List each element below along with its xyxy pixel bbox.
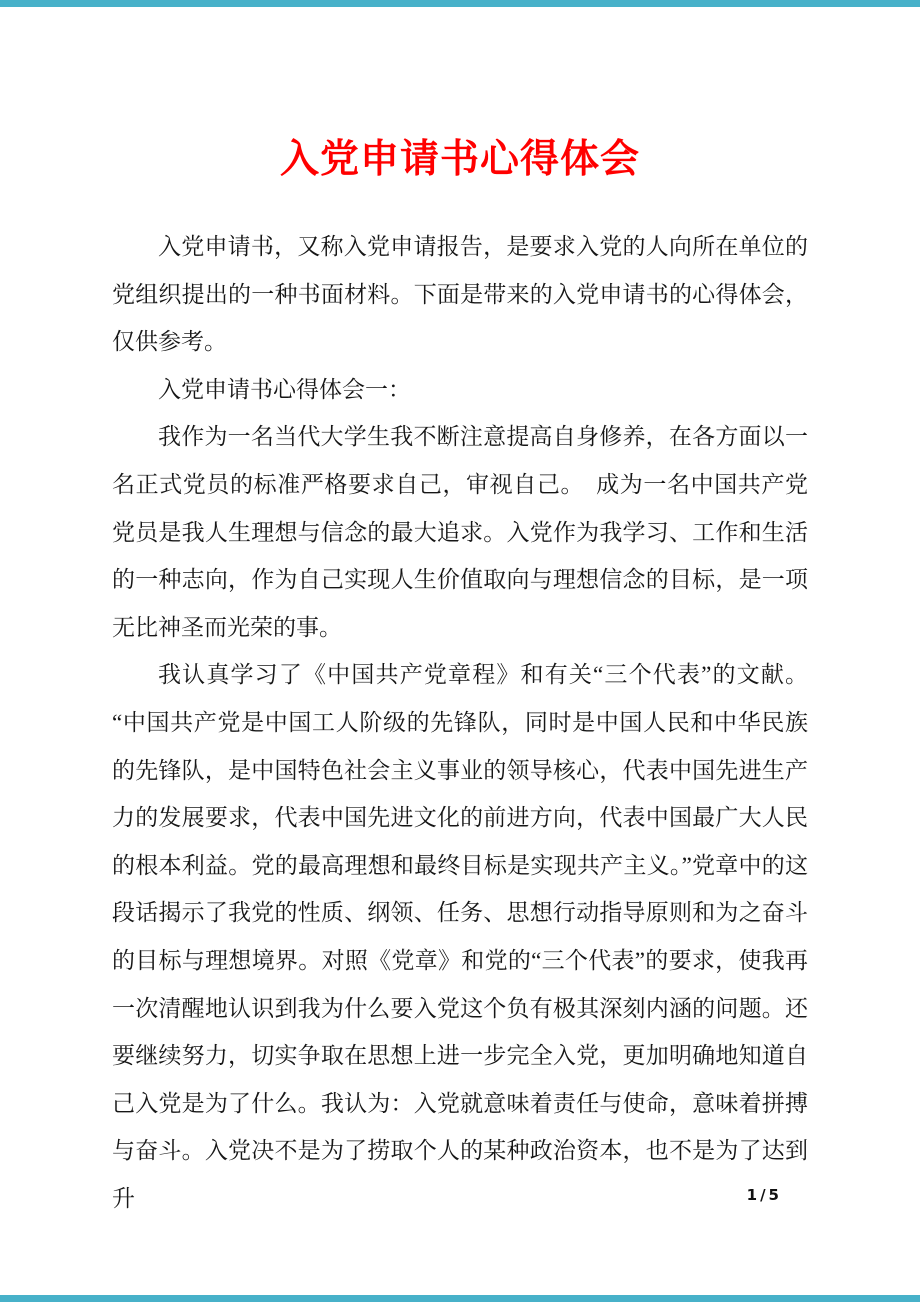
document-content [112, 136, 808, 1222]
paragraph-body-2: 我认真学习了《中国共产党章程》和有关“三个代表”的文献。“中国共产党是中国工人阶级的先锋队，同时是中国人民和中华民族的先锋队，是中国特色社会主义事业的领导核心，代表中国先进生产力的发展要求，代表中国先进文化的前进方向，代表中国最广大人民的根本利益。党的最高理想和最终目标是实现共产主义。”党章中的这段话揭示了我党的性质、纲领、任务、思想行动指导原则和为之奋斗的目标与理想境界。对照《党章》和党的“三个代表”的要求，使我再一次清醒地认识到我为什么要入党这个负有极其深刻内涵的问题。还要继续努力，切实争取在思想上进一步完全入党，更加明确地知道自己入党是为了什么。我认为：入党就意味着责任与使命，意味着拼搏与奋斗。入党决不是为了捞取个人的某种政治资本，也不是为了达到升 [112, 662, 808, 1211]
page-number: 1/5 [746, 1186, 782, 1204]
document-body [112, 223, 808, 1222]
document-title: 入党申请书心得体会 [279, 138, 640, 181]
page-divider-top [0, 0, 920, 7]
page-divider-bottom [0, 1295, 920, 1302]
paragraph-body-1: 我作为一名当代大学生我不断注意提高自身修养，在各方面以一名正式党员的标准严格要求自己，审视自己。 成为一名中国共产党党员是我人生理想与信念的最大追求。入党作为我学习、工作和生活的一种志向，作为自己实现人生价值取向与理想信念的目标，是一项无比神圣而光荣的事。 [112, 424, 808, 640]
paragraph-section-heading: 入党申请书心得体会一： [158, 376, 411, 402]
paragraph-intro: 入党申请书，又称入党申请报告，是要求入党的人向所在单位的党组织提出的一种书面材料。下面是带来的入党申请书的心得体会，仅供参考。 [112, 234, 808, 355]
